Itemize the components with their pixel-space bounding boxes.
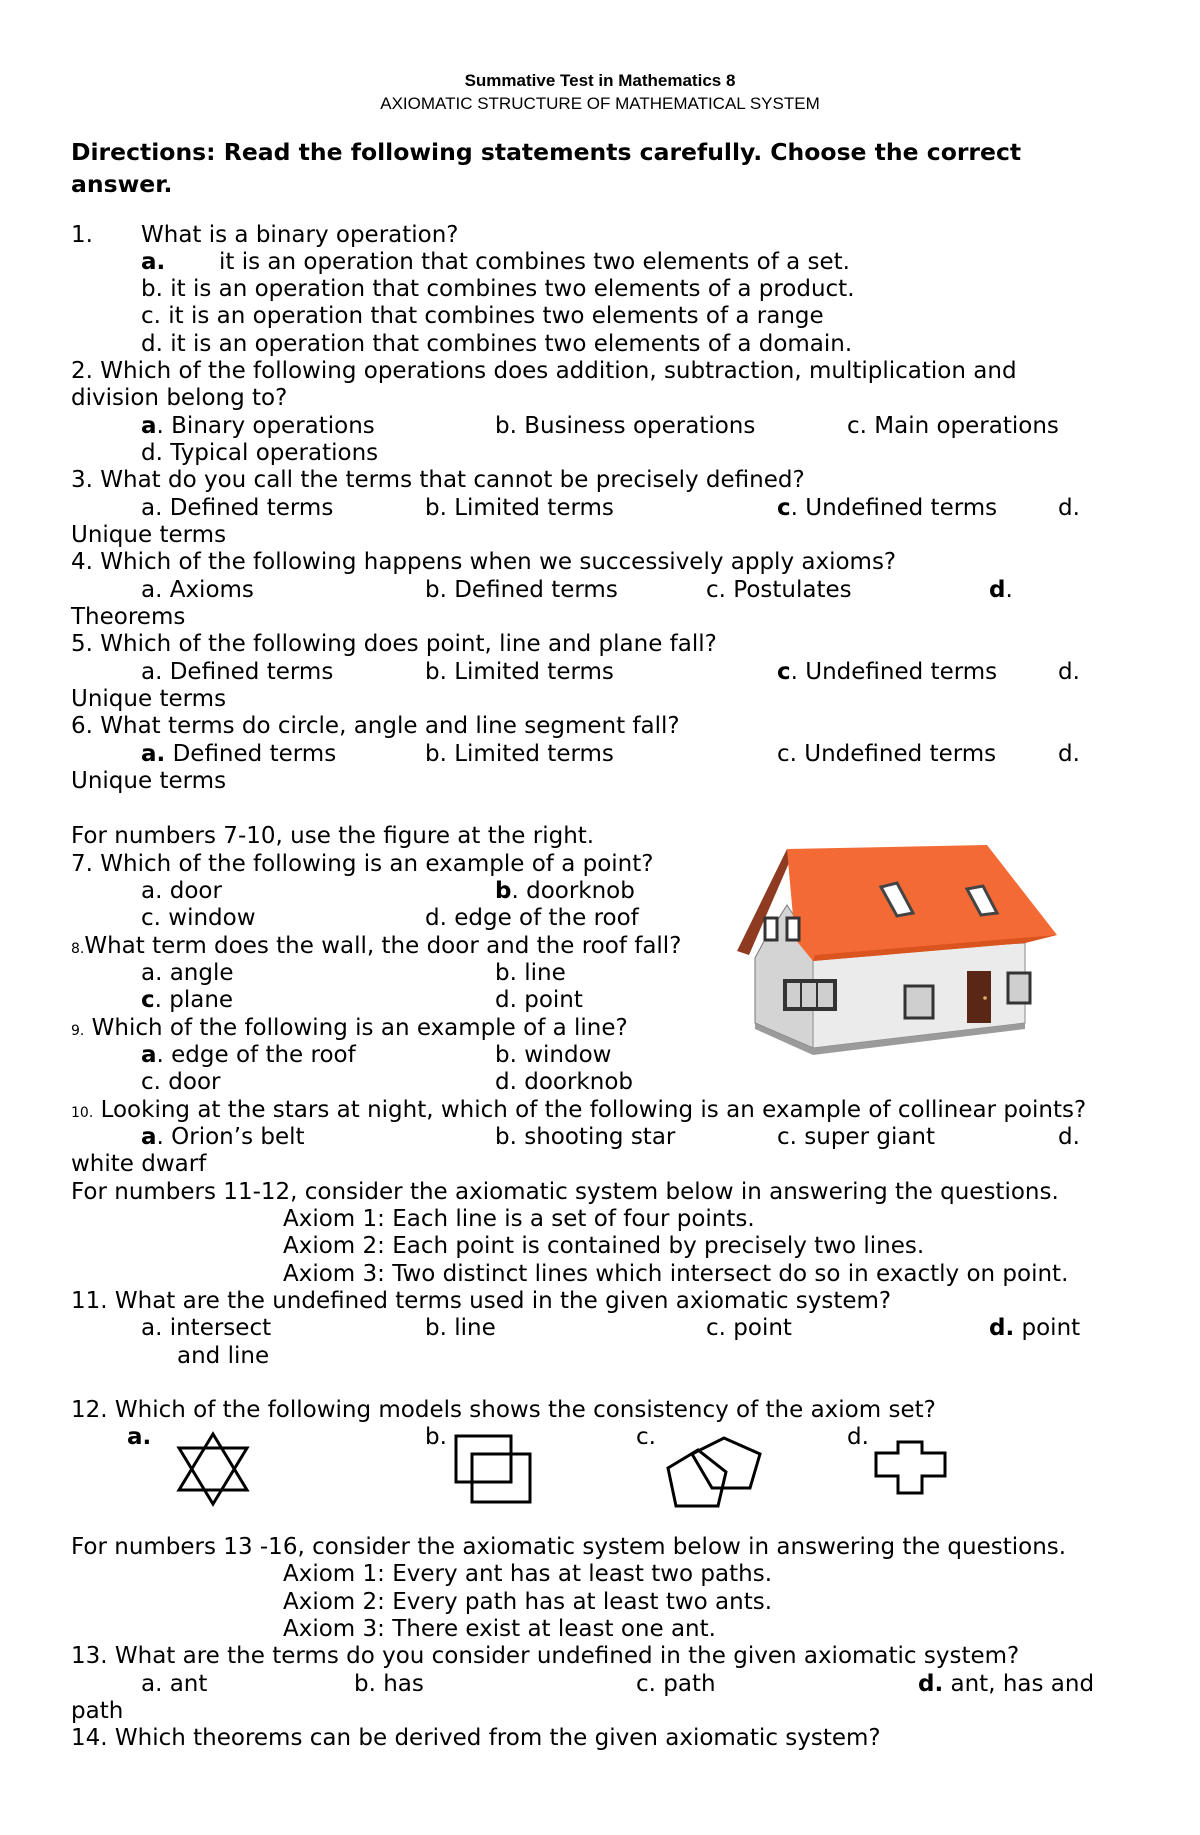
- q5-option-b: b. Limited terms: [425, 659, 614, 685]
- q4-option-d-wrap: Theorems: [71, 604, 186, 630]
- q6-option-d-wrap: Unique terms: [71, 768, 227, 794]
- q7-option-c: c. window: [141, 905, 256, 931]
- q11-option-d: d. point: [989, 1315, 1081, 1341]
- q13-option-d-letter: d.: [918, 1671, 944, 1697]
- star-of-david-model: [170, 1428, 256, 1508]
- q8-option-c: c. plane: [141, 987, 234, 1013]
- q11-option-a-wrap: and line: [177, 1343, 270, 1369]
- house-door: [967, 971, 991, 1023]
- q1-option-c: c. it is an operation that combines two elements of a range: [141, 303, 824, 329]
- q1-option-a-letter: a.: [141, 249, 166, 275]
- q5-option-d-wrap: Unique terms: [71, 686, 227, 712]
- q3-option-d: d.: [1058, 495, 1080, 521]
- q8-option-b: b. line: [495, 960, 566, 986]
- q7-option-a: a. door: [141, 878, 222, 904]
- q6-option-a-letter: a.: [141, 741, 166, 767]
- house-illustration: [735, 843, 1065, 1068]
- q6-option-b: b. Limited terms: [425, 741, 614, 767]
- q3-question: 3. What do you call the terms that cannot be precisely defined?: [71, 467, 805, 493]
- q9-option-a: a. edge of the roof: [141, 1042, 356, 1068]
- q9-option-a-letter: a: [141, 1042, 157, 1068]
- q9-option-b: b. window: [495, 1042, 612, 1068]
- q8-option-c-letter: c: [141, 987, 155, 1013]
- q12-question: 12. Which of the following models shows the consistency of the axiom set?: [71, 1397, 936, 1423]
- q2-option-c: c. Main operations: [847, 413, 1059, 439]
- q11-option-a: a. intersect: [141, 1315, 272, 1341]
- cross-shape-model: [870, 1438, 950, 1498]
- q2-option-b: b. Business operations: [495, 413, 756, 439]
- system1-intro: For numbers 11-12, consider the axiomatic system below in answering the questions.: [71, 1179, 1059, 1205]
- test-title: Summative Test in Mathematics 8: [464, 71, 736, 90]
- q13-option-d-wrap: path: [71, 1698, 124, 1724]
- q8-question: 8.What term does the wall, the door and the roof fall?: [71, 933, 682, 959]
- q11-option-c: c. point: [706, 1315, 792, 1341]
- directions-line-1: Directions: Read the following statements carefully. Choose the correct: [71, 138, 1022, 166]
- q10-number: 10.: [71, 1105, 94, 1121]
- q10-option-c: c. super giant: [777, 1124, 936, 1150]
- q13-option-d: d. ant, has and: [918, 1671, 1095, 1697]
- q10-option-a-letter: a: [141, 1124, 157, 1150]
- q13-option-c: c. path: [636, 1671, 716, 1697]
- test-subtitle: AXIOMATIC STRUCTURE OF MATHEMATICAL SYSTEM: [380, 94, 820, 113]
- q10-option-a: a. Orion’s belt: [141, 1124, 305, 1150]
- system2-axiom-2: Axiom 2: Every path has at least two ants.: [283, 1589, 773, 1615]
- q5-option-c-letter: c: [777, 659, 791, 685]
- q11-option-b: b. line: [425, 1315, 496, 1341]
- figure-intro: For numbers 7-10, use the figure at the right.: [71, 823, 595, 849]
- system1-axiom-3: Axiom 3: Two distinct lines which intersect do so in exactly on point.: [283, 1261, 1069, 1287]
- doorknob: [983, 996, 987, 1000]
- q9-option-d: d. doorknob: [495, 1069, 633, 1095]
- q11-option-d-letter: d.: [989, 1315, 1015, 1341]
- q12-option-c-label: c.: [636, 1424, 656, 1450]
- q10-question: 10. Looking at the stars at night, which of the following is an example of collinear points?: [71, 1097, 1087, 1123]
- q10-option-d: d.: [1058, 1124, 1080, 1150]
- overlapping-squares-model: [450, 1432, 536, 1508]
- q7-option-b-letter: b: [495, 878, 512, 904]
- q1-option-d: d. it is an operation that combines two elements of a domain.: [141, 331, 853, 357]
- system1-axiom-1: Axiom 1: Each line is a set of four points.: [283, 1206, 755, 1232]
- front-window-left: [905, 986, 933, 1018]
- q5-option-a: a. Defined terms: [141, 659, 334, 685]
- q2-option-a-letter: a: [141, 413, 157, 439]
- q13-question: 13. What are the terms do you consider undefined in the given axiomatic system?: [71, 1643, 1020, 1669]
- overlapping-pentagons-model: [650, 1428, 770, 1514]
- q7-option-b: b. doorknob: [495, 878, 635, 904]
- q2-option-d: d. Typical operations: [141, 440, 379, 466]
- q8-number: 8.: [71, 941, 85, 957]
- gable-window-right: [787, 918, 799, 940]
- q2-question-line-1: 2. Which of the following operations does addition, subtraction, multiplication and: [71, 358, 1017, 384]
- gable-window-left: [765, 918, 777, 940]
- q3-option-d-wrap: Unique terms: [71, 522, 227, 548]
- q4-question: 4. Which of the following happens when we successively apply axioms?: [71, 549, 897, 575]
- q6-option-d: d.: [1058, 741, 1080, 767]
- q4-option-a: a. Axioms: [141, 577, 254, 603]
- q3-option-b: b. Limited terms: [425, 495, 614, 521]
- q5-option-c: c. Undefined terms: [777, 659, 998, 685]
- q13-option-b: b. has: [354, 1671, 424, 1697]
- q7-question: 7. Which of the following is an example of a point?: [71, 851, 654, 877]
- system2-intro: For numbers 13 -16, consider the axiomatic system below in answering the questions.: [71, 1534, 1067, 1560]
- q9-option-c: c. door: [141, 1069, 221, 1095]
- q7-option-d: d. edge of the roof: [425, 905, 639, 931]
- q5-question: 5. Which of the following does point, line and plane fall?: [71, 631, 717, 657]
- q4-option-d-letter: d: [989, 577, 1006, 603]
- q2-question-line-2: division belong to?: [71, 385, 288, 411]
- q8-option-a: a. angle: [141, 960, 234, 986]
- q6-question: 6. What terms do circle, angle and line segment fall?: [71, 713, 680, 739]
- q4-option-b: b. Defined terms: [425, 577, 618, 603]
- q8-option-d: d. point: [495, 987, 583, 1013]
- q10-option-b: b. shooting star: [495, 1124, 676, 1150]
- q12-option-d-label: d.: [847, 1424, 869, 1450]
- directions-line-2: answer.: [71, 170, 173, 198]
- q6-option-a: a. Defined terms: [141, 741, 337, 767]
- q1-question: What is a binary operation?: [141, 222, 459, 248]
- side-window: [785, 981, 835, 1009]
- q2-option-a: a. Binary operations: [141, 413, 375, 439]
- system2-axiom-1: Axiom 1: Every ant has at least two paths.: [283, 1561, 773, 1587]
- system1-axiom-2: Axiom 2: Each point is contained by precisely two lines.: [283, 1233, 925, 1259]
- q9-number: 9.: [71, 1023, 85, 1039]
- q4-option-d: d.: [989, 577, 1013, 603]
- q10-option-d-wrap: white dwarf: [71, 1151, 207, 1177]
- system2-axiom-3: Axiom 3: There exist at least one ant.: [283, 1616, 716, 1642]
- q5-option-d: d.: [1058, 659, 1080, 685]
- q3-option-c: c. Undefined terms: [777, 495, 998, 521]
- q12-option-a-label: a.: [127, 1424, 152, 1450]
- q4-option-c: c. Postulates: [706, 577, 852, 603]
- q13-option-a: a. ant: [141, 1671, 208, 1697]
- q3-option-a: a. Defined terms: [141, 495, 334, 521]
- q12-option-b-label: b.: [425, 1424, 447, 1450]
- q1-option-b: b. it is an operation that combines two elements of a product.: [141, 276, 855, 302]
- q1-number: 1.: [71, 222, 93, 248]
- q14-question: 14. Which theorems can be derived from the given axiomatic system?: [71, 1725, 881, 1751]
- q6-option-c: c. Undefined terms: [777, 741, 997, 767]
- front-window-right: [1008, 973, 1030, 1003]
- q11-question: 11. What are the undefined terms used in the given axiomatic system?: [71, 1288, 892, 1314]
- q9-question: 9. Which of the following is an example of a line?: [71, 1015, 628, 1041]
- q3-option-c-letter: c: [777, 495, 791, 521]
- q1-option-a: it is an operation that combines two elements of a set.: [219, 249, 850, 275]
